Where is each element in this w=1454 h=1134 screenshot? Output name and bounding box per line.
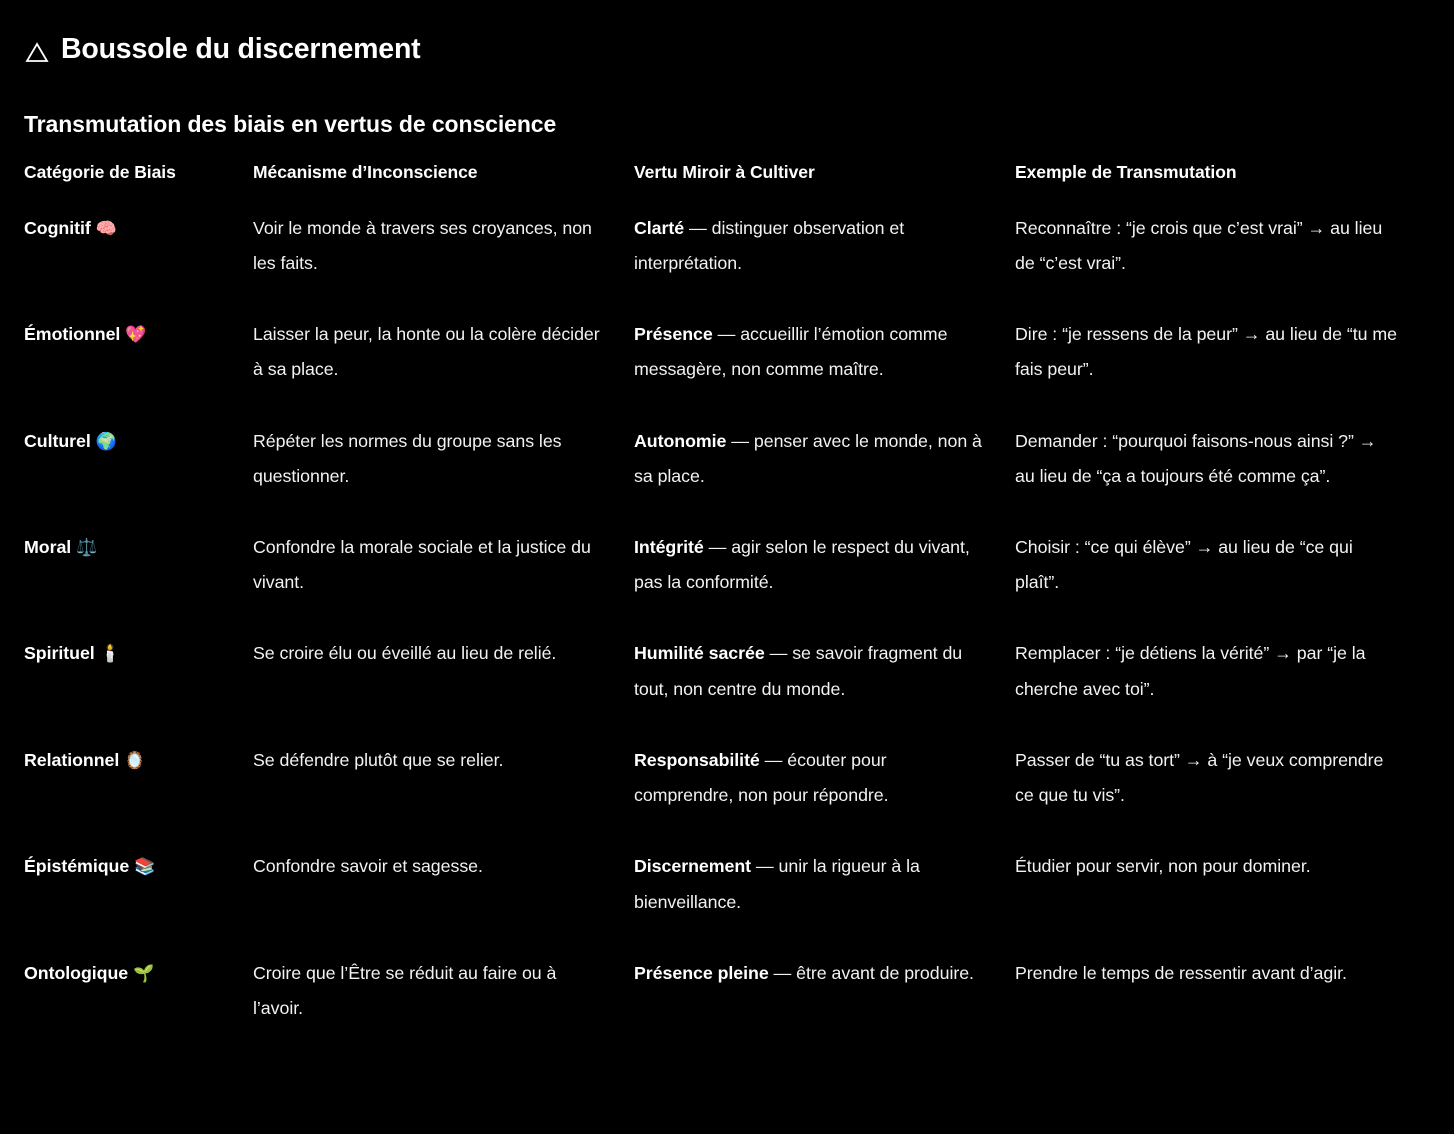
- globe-emoji: 🌍: [95, 431, 117, 452]
- categorie-label: Ontologique: [24, 962, 129, 983]
- triangle-outline-icon: [24, 39, 50, 65]
- cell-categorie: [24, 512, 253, 618]
- vertu-name: Clarté: [634, 217, 685, 238]
- table-header: [24, 161, 1430, 201]
- cell-categorie: [24, 201, 253, 299]
- cell-categorie: [24, 618, 253, 724]
- categorie-label: Moral: [24, 537, 72, 557]
- cell-categorie: [24, 831, 253, 937]
- sparkling-heart-emoji: 💖: [125, 325, 147, 346]
- vertu-name: Présence pleine: [634, 962, 769, 983]
- vertu-description: — distinguer observation et interprétation.: [634, 217, 905, 273]
- table-header-row: [24, 161, 1430, 201]
- candle-emoji: 🕯️: [99, 644, 121, 665]
- categorie-label: Culturel: [24, 430, 91, 451]
- cell-categorie: [24, 725, 253, 831]
- cell-exemple: Prendre le temps de ressentir avant d’agir.: [1015, 962, 1347, 983]
- column-header-vertu: Vertu Miroir à Cultiver: [634, 161, 815, 182]
- cell-mecanisme: Voir le monde à travers ses croyances, non les faits.: [253, 217, 592, 273]
- table-body: [24, 201, 1430, 1045]
- cell-exemple: Remplacer : “je détiens la vérité” → par “je la cherche avec toi”.: [1015, 643, 1366, 699]
- cell-mecanisme: Se croire élu ou éveillé au lieu de relié.: [253, 643, 557, 664]
- cell-vertu: [634, 831, 1015, 937]
- cell-mecanisme: Confondre la morale sociale et la justice du vivant.: [253, 537, 591, 593]
- column-header-mecanisme: Mécanisme d’Inconscience: [253, 161, 478, 182]
- cell-mecanisme: Répéter les normes du groupe sans les questionner.: [253, 430, 562, 486]
- brain-emoji: 🧠: [95, 218, 117, 239]
- categorie-label: Épistémique: [24, 856, 130, 877]
- table-row: [24, 406, 1430, 512]
- books-emoji: 📚: [134, 857, 156, 878]
- vertu-description: — agir selon le respect du vivant, pas la conformité.: [634, 537, 970, 593]
- vertu-description: — unir la rigueur à la bienveillance.: [634, 856, 920, 912]
- cell-vertu: [634, 725, 1015, 831]
- cell-vertu: [634, 938, 1015, 1044]
- vertu-name: Responsabilité: [634, 749, 760, 770]
- vertu-description: — être avant de produire.: [768, 962, 974, 983]
- vertu-name: Intégrité: [634, 537, 704, 557]
- page-header: [24, 26, 1430, 74]
- cell-exemple: Demander : “pourquoi faisons-nous ainsi ?” → au lieu de “ça a toujours été comme ça”.: [1015, 430, 1377, 486]
- vertu-description: — accueillir l’émotion comme messagère, non comme maître.: [634, 324, 948, 380]
- table-row: [24, 512, 1430, 618]
- table-row: [24, 725, 1430, 831]
- cell-exemple: Passer de “tu as tort” → à “je veux comprendre ce que tu vis”.: [1015, 749, 1384, 806]
- vertu-description: — penser avec le monde, non à sa place.: [634, 430, 982, 486]
- page-subtitle: Transmutation des biais en vertus de conscience: [24, 111, 557, 137]
- seedling-emoji: 🌱: [133, 963, 155, 984]
- categorie-label: Spirituel: [24, 643, 95, 664]
- cell-mecanisme: Confondre savoir et sagesse.: [253, 856, 483, 877]
- cell-mecanisme: Croire que l’Être se réduit au faire ou à l’avoir.: [253, 962, 557, 1019]
- cell-exemple: Étudier pour servir, non pour dominer.: [1015, 856, 1311, 877]
- categorie-label: Émotionnel: [24, 324, 121, 345]
- vertu-name: Autonomie: [634, 430, 727, 451]
- cell-exemple: Choisir : “ce qui élève” → au lieu de “ce qui plaît”.: [1015, 537, 1353, 593]
- cell-categorie: [24, 299, 253, 405]
- cell-exemple: Reconnaître : “je crois que c’est vrai” → au lieu de “c’est vrai”.: [1015, 217, 1383, 273]
- transmutation-table: [24, 161, 1430, 1045]
- cell-exemple: Dire : “je ressens de la peur” → au lieu de “tu me fais peur”.: [1015, 324, 1397, 380]
- cell-vertu: [634, 512, 1015, 618]
- vertu-description: — se savoir fragment du tout, non centre du monde.: [634, 643, 963, 699]
- column-header-categorie: Catégorie de Biais: [24, 161, 176, 182]
- balance-scale-emoji: ⚖️: [76, 538, 98, 558]
- table-row: [24, 831, 1430, 937]
- table-row: [24, 299, 1430, 405]
- categorie-label: Relationnel: [24, 749, 120, 770]
- vertu-name: Humilité sacrée: [634, 643, 765, 664]
- cell-categorie: [24, 406, 253, 512]
- table-row: [24, 201, 1430, 299]
- cell-vertu: [634, 618, 1015, 724]
- vertu-name: Discernement: [634, 856, 752, 877]
- mirror-emoji: 🪞: [124, 750, 146, 771]
- cell-mecanisme: Se défendre plutôt que se relier.: [253, 749, 504, 770]
- cell-vertu: [634, 406, 1015, 512]
- cell-vertu: [634, 201, 1015, 299]
- page-title: Boussole du discernement: [61, 33, 421, 66]
- vertu-name: Présence: [634, 324, 713, 345]
- column-header-exemple: Exemple de Transmutation: [1015, 161, 1237, 182]
- cell-mecanisme: Laisser la peur, la honte ou la colère décider à sa place.: [253, 324, 600, 380]
- table-row: [24, 938, 1430, 1044]
- table-row: [24, 618, 1430, 724]
- cell-categorie: [24, 938, 253, 1044]
- vertu-description: — écouter pour comprendre, non pour répondre.: [634, 749, 889, 806]
- categorie-label: Cognitif: [24, 217, 91, 238]
- cell-vertu: [634, 299, 1015, 405]
